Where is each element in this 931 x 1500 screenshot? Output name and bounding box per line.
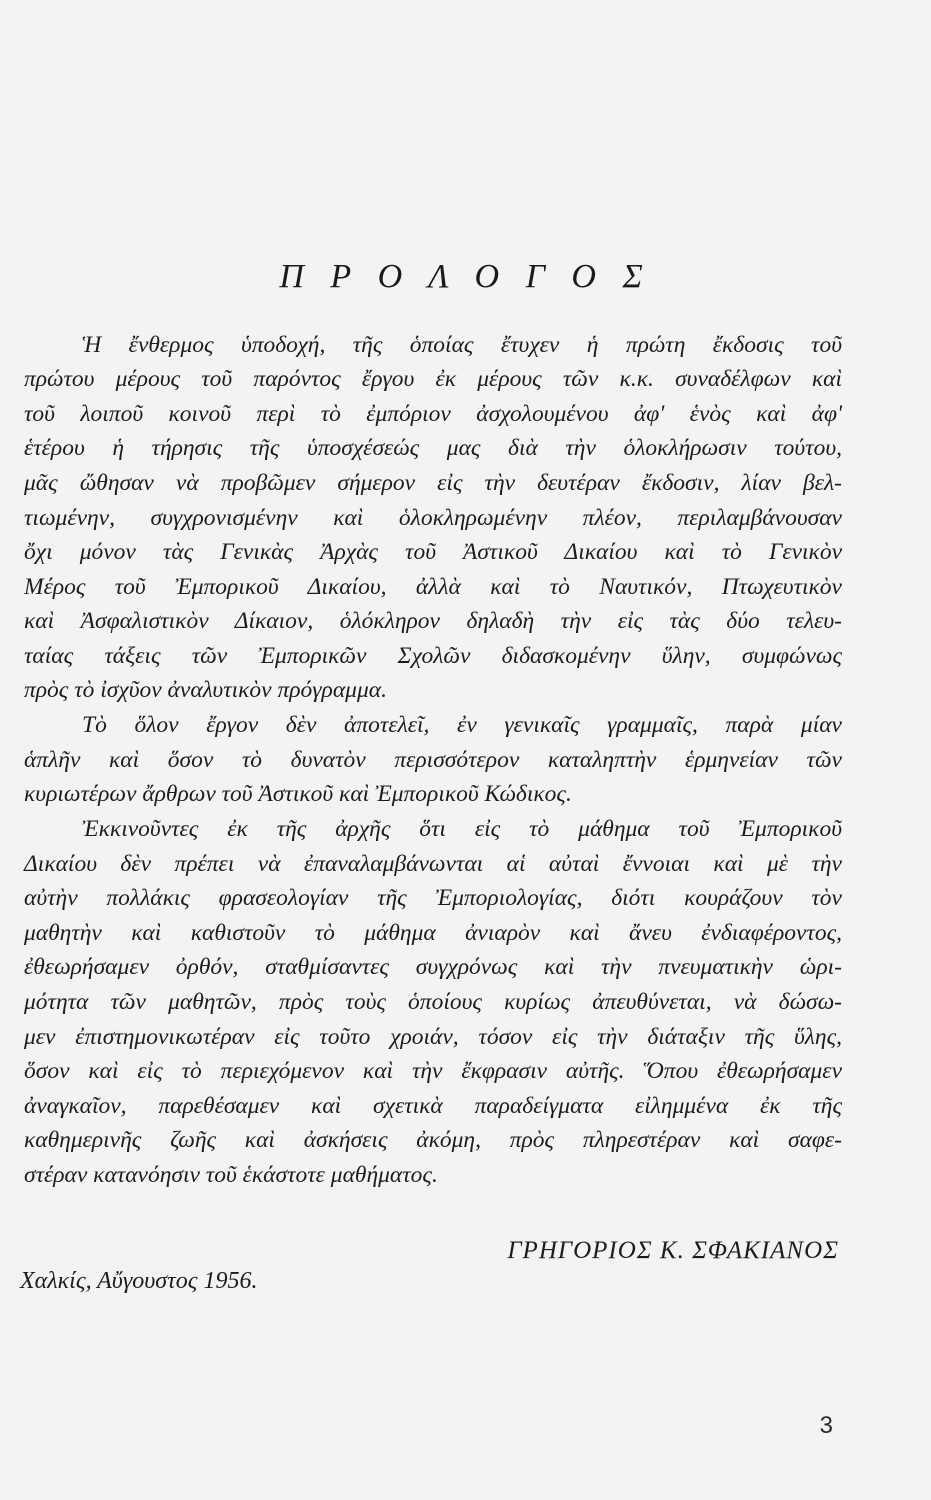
- text-line: τοῦ λοιποῦ κοινοῦ περὶ τὸ ἐμπόριον ἀσχολουμένου ἀφ' ἑνὸς καὶ ἀφ': [24, 401, 842, 427]
- text-line: Τὸ ὅλον ἔργον δὲν ἀποτελεῖ, ἐν γενικαῖς γραμμαῖς, παρὰ μίαν: [82, 712, 842, 738]
- text-line: μαθητὴν καὶ καθιστοῦν τὸ μάθημα ἀνιαρὸν καὶ ἄνευ ἐνδιαφέροντος,: [24, 920, 842, 946]
- text-line: ταίας τάξεις τῶν Ἐμπορικῶν Σχολῶν διδασκομένην ὕλην, συμφώνως: [24, 643, 842, 669]
- text-line: αὐτὴν πολλάκις φρασεολογίαν τῆς Ἐμποριολογίας, διότι κουράζουν τὸν: [24, 885, 842, 911]
- place-date: Χαλκίς, Αὔγουστος 1956.: [20, 1268, 258, 1294]
- text-line: κυριωτέρων ἄρθρων τοῦ Ἀστικοῦ καὶ Ἐμπορικοῦ Κώδικος.: [24, 781, 572, 807]
- text-line: πρὸς τὸ ἰσχῦον ἀναλυτικὸν πρόγραμμα.: [24, 677, 387, 703]
- text-line: ἁπλῆν καὶ ὅσον τὸ δυνατὸν περισσότερον καταληπτὴν ἑρμηνείαν τῶν: [24, 747, 842, 773]
- text-line: Ἐκκινοῦντες ἐκ τῆς ἀρχῆς ὅτι εἰς τὸ μάθημα τοῦ Ἐμπορικοῦ: [82, 816, 842, 842]
- text-line: Ἡ ἔνθερμος ὑποδοχή, τῆς ὁποίας ἔτυχεν ἡ πρώτη ἔκδοσις τοῦ: [82, 332, 842, 358]
- text-line: στέραν κατανόησιν τοῦ ἑκάστοτε μαθήματος.: [24, 1162, 438, 1188]
- text-line: Δικαίου δὲν πρέπει νὰ ἐπαναλαμβάνωνται αἱ αὐταὶ ἔννοιαι καὶ μὲ τὴν: [24, 851, 842, 877]
- text-line: τιωμένην, συγχρονισμένην καὶ ὁλοκληρωμένην πλέον, περιλαμβάνουσαν: [24, 505, 842, 531]
- author-signature: ΓΡΗΓΟΡΙΟΣ Κ. ΣΦΑΚΙΑΝΟΣ: [507, 1237, 839, 1264]
- text-line: πρώτου μέρους τοῦ παρόντος ἔργου ἐκ μέρους τῶν κ.κ. συναδέλφων καὶ: [24, 366, 842, 392]
- page-title: Π Ρ Ο Λ Ο Γ Ο Σ: [279, 258, 652, 295]
- text-line: καθημερινῆς ζωῆς καὶ ἀσκήσεις ἀκόμη, πρὸς πληρεστέραν καὶ σαφε-: [24, 1127, 842, 1153]
- text-line: μότητα τῶν μαθητῶν, πρὸς τοὺς ὁποίους κυρίως ἀπευθύνεται, νὰ δώσω-: [24, 989, 842, 1015]
- text-line: ὄχι μόνον τὰς Γενικὰς Ἀρχὰς τοῦ Ἀστικοῦ Δικαίου καὶ τὸ Γενικὸν: [24, 539, 842, 565]
- text-line: μᾶς ὤθησαν νὰ προβῶμεν σήμερον εἰς τὴν δευτέραν ἔκδοσιν, λίαν βελ-: [24, 470, 842, 496]
- text-line: μεν ἐπιστημονικωτέραν εἰς τοῦτο χροιάν, τόσον εἰς τὴν διάταξιν τῆς ὕλης,: [24, 1024, 842, 1050]
- text-line: ἑτέρου ἡ τήρησις τῆς ὑποσχέσεώς μας διὰ τὴν ὁλοκλήρωσιν τούτου,: [24, 435, 842, 461]
- text-line: ὅσον καὶ εἰς τὸ περιεχόμενον καὶ τὴν ἔκφρασιν αὐτῆς. Ὅπου ἐθεωρήσαμεν: [24, 1058, 842, 1084]
- page-number: 3: [819, 1412, 833, 1439]
- text-line: ἀναγκαῖον, παρεθέσαμεν καὶ σχετικὰ παραδείγματα εἰλημμένα ἐκ τῆς: [24, 1093, 842, 1119]
- text-line: καὶ Ἀσφαλιστικὸν Δίκαιον, ὁλόκληρον δηλαδὴ τὴν εἰς τὰς δύο τελευ-: [24, 608, 842, 634]
- text-line: ἐθεωρήσαμεν ὀρθόν, σταθμίσαντες συγχρόνως καὶ τὴν πνευματικὴν ὡρι-: [24, 954, 842, 980]
- text-line: Μέρος τοῦ Ἐμπορικοῦ Δικαίου, ἀλλὰ καὶ τὸ Ναυτικόν, Πτωχευτικὸν: [24, 574, 842, 600]
